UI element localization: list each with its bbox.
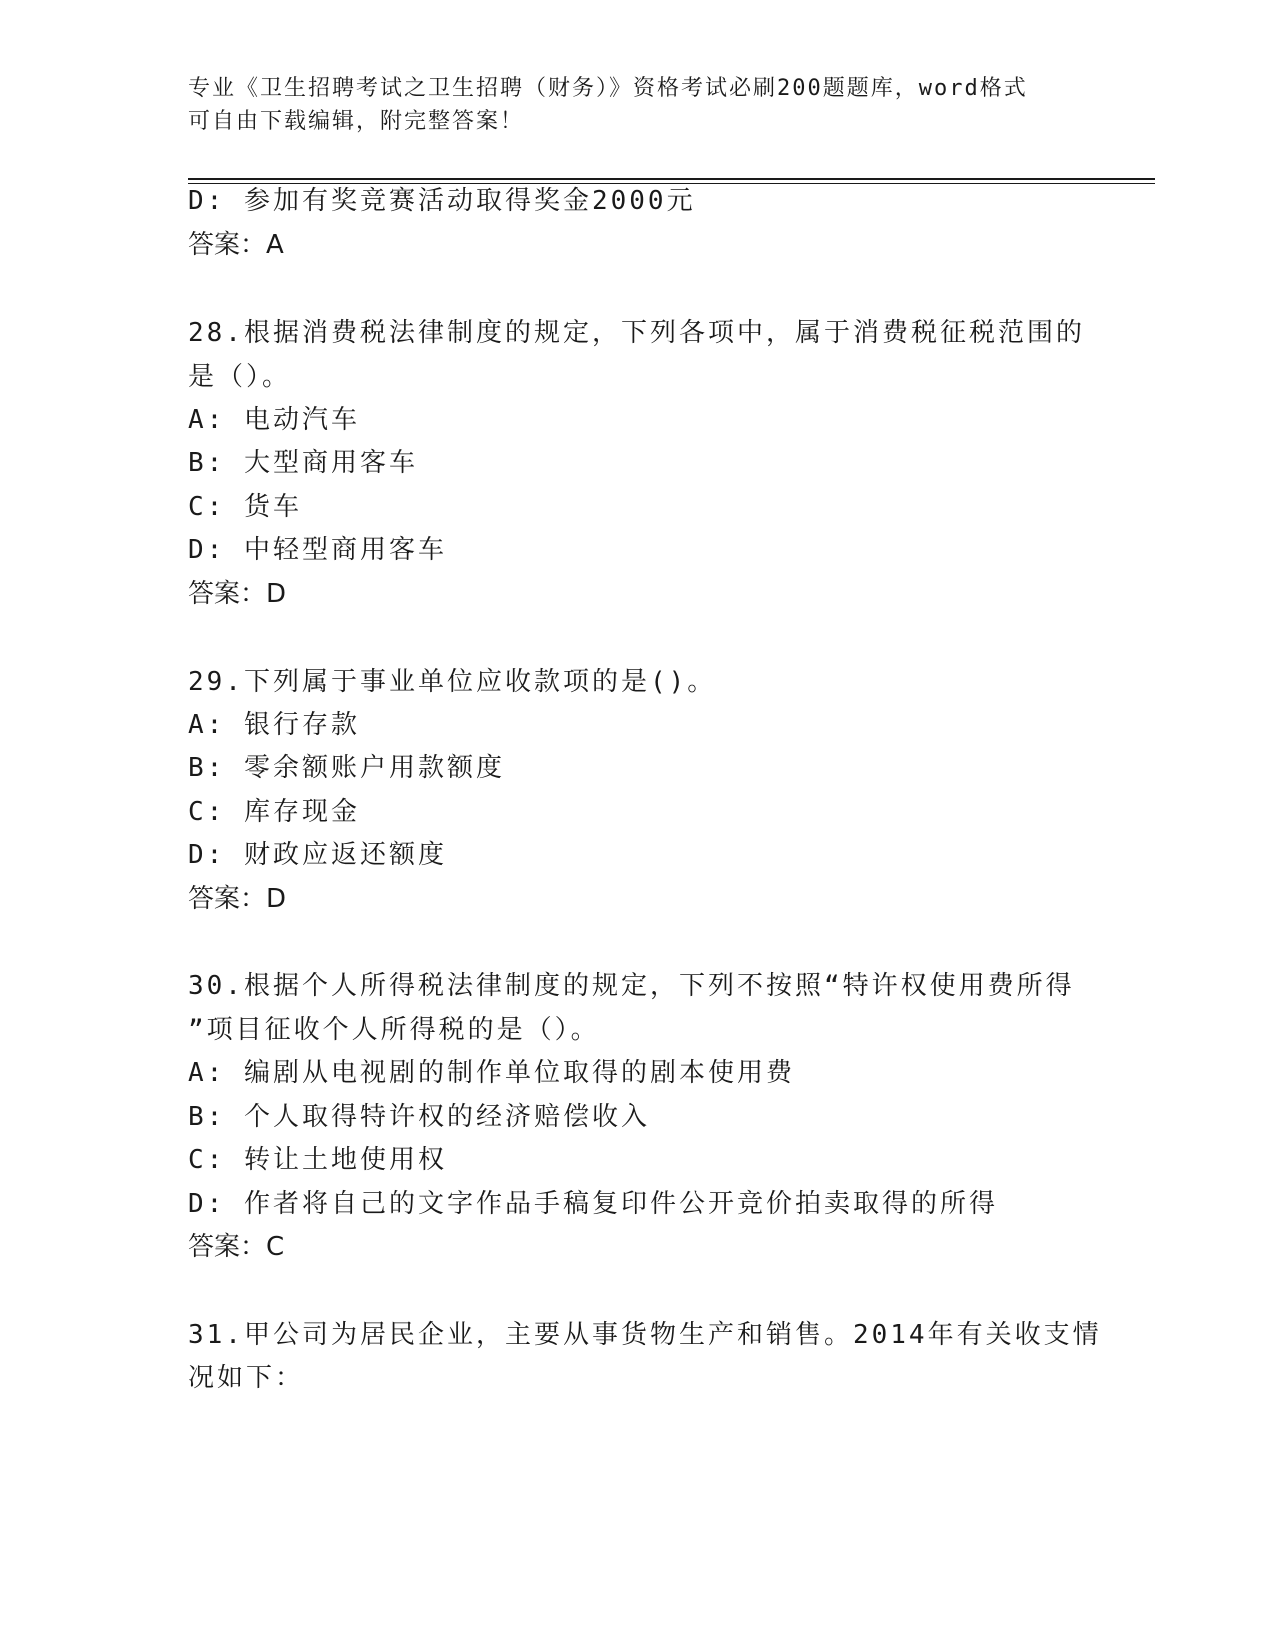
q31-stem-line-2: 况如下： bbox=[188, 1363, 305, 1393]
q30-option-a: A: 编剧从电视剧的制作单位取得的剧本使用费 bbox=[188, 1058, 795, 1088]
q30-stem-line-2: ”项目征收个人所得税的是（）。 bbox=[188, 1015, 600, 1045]
q30-option-d: D: 作者将自己的文字作品手稿复印件公开竞价拍卖取得的所得 bbox=[188, 1189, 998, 1219]
q29-option-d: D: 财政应返还额度 bbox=[188, 840, 447, 870]
q29-option-c: C: 库存现金 bbox=[188, 797, 360, 827]
q30-answer: 答案：C bbox=[188, 1232, 285, 1262]
q28-option-d: D: 中轻型商用客车 bbox=[188, 535, 447, 565]
q28-option-b: B: 大型商用客车 bbox=[188, 448, 418, 478]
q30-option-b: B: 个人取得特许权的经济赔偿收入 bbox=[188, 1102, 650, 1132]
q29-option-b: B: 零余额账户用款额度 bbox=[188, 753, 505, 783]
q28-stem-line-2: 是（）。 bbox=[188, 362, 292, 392]
prev-option-d: D: 参加有奖竞赛活动取得奖金2000元 bbox=[188, 186, 696, 216]
page-header bbox=[188, 72, 1068, 138]
q28-option-c: C: 货车 bbox=[188, 492, 302, 522]
prev-answer: 答案：A bbox=[188, 230, 284, 260]
header-title-line-1: 专业《卫生招聘考试之卫生招聘（财务）》资格考试必刷200题题库，word格式 bbox=[188, 76, 1028, 101]
q31-stem-line-1: 31.甲公司为居民企业，主要从事货物生产和销售。2014年有关收支情 bbox=[188, 1320, 1102, 1350]
header-title-line-2: 可自由下载编辑，附完整答案！ bbox=[188, 109, 525, 134]
q29-option-a: A: 银行存款 bbox=[188, 710, 360, 740]
q28-stem-line-1: 28.根据消费税法律制度的规定，下列各项中，属于消费税征税范围的 bbox=[188, 318, 1085, 348]
q29-stem-line-1: 29.下列属于事业单位应收款项的是()。 bbox=[188, 667, 717, 697]
q29-answer: 答案：D bbox=[188, 884, 287, 914]
q28-answer: 答案：D bbox=[188, 579, 287, 609]
q30-option-c: C: 转让土地使用权 bbox=[188, 1145, 447, 1175]
header-divider bbox=[188, 178, 1155, 184]
q28-option-a: A: 电动汽车 bbox=[188, 405, 360, 435]
q30-stem-line-1: 30.根据个人所得税法律制度的规定，下列不按照“特许权使用费所得 bbox=[188, 971, 1075, 1001]
